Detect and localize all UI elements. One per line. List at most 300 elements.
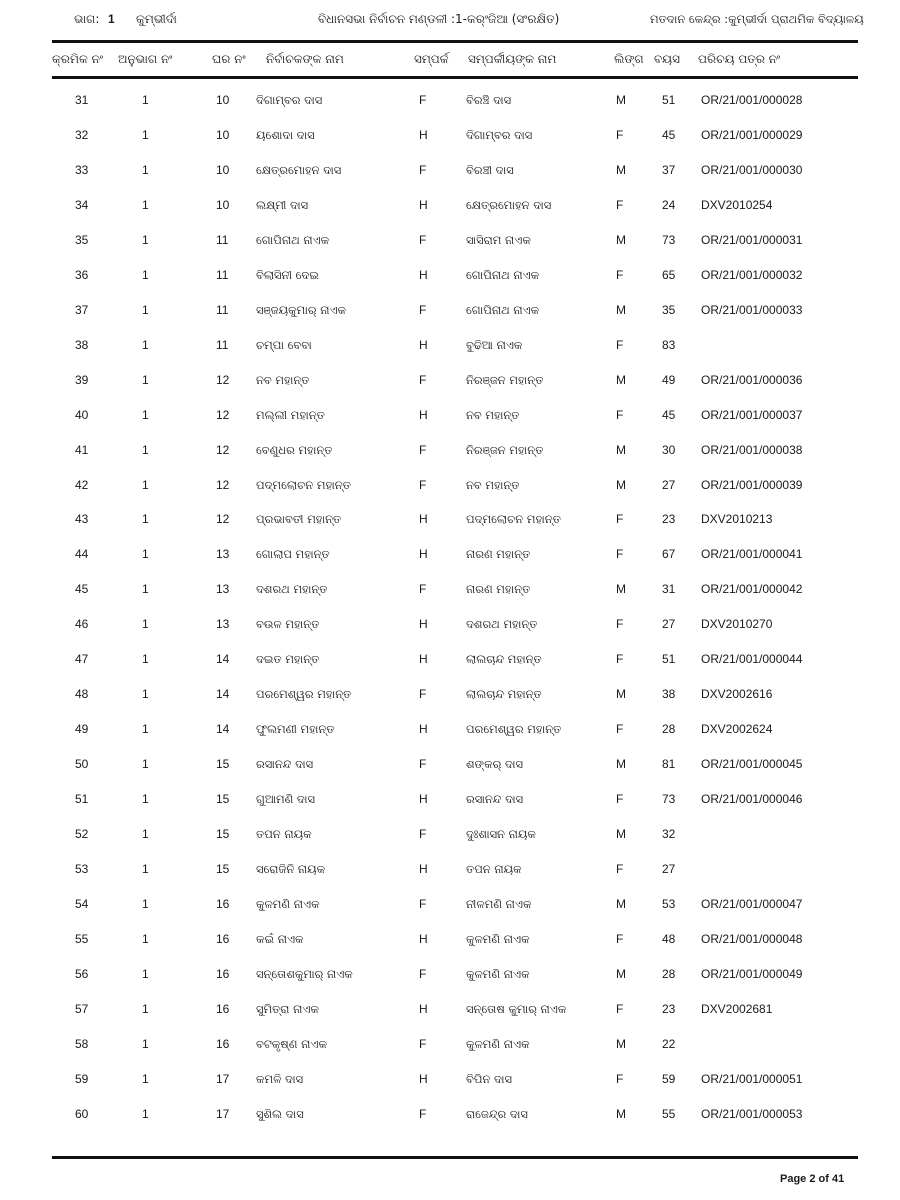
column-header-gender: ଲିଙ୍ଗ: [614, 52, 644, 66]
voter-name-cell: ବେଣୁଧର ମହାନ୍ତ: [256, 442, 333, 457]
relative-name-cell: ନାରଣ ମହାନ୍ତ: [466, 582, 531, 597]
gender-cell: F: [616, 547, 624, 562]
serial-cell: 52: [75, 827, 89, 841]
section-cell: 1: [142, 1001, 149, 1016]
age-cell: 48: [662, 931, 676, 946]
section-cell: 1: [142, 652, 149, 667]
house-cell: 11: [216, 232, 229, 247]
house-cell: 13: [216, 582, 230, 597]
column-header-name: ନିର୍ବାଚକଙ୍କ ନାମ: [266, 52, 344, 66]
relative-name-cell: କ୍ଷେତ୍ରମୋହନ ଦାସ: [466, 197, 552, 212]
house-cell: 11: [216, 337, 229, 352]
gender-cell: M: [616, 1106, 626, 1121]
age-cell: 38: [662, 687, 676, 702]
relative-name-cell: ସନ୍ତୋଷ କୁମାର୍ ନାଏକ: [466, 1001, 567, 1016]
id-card-cell: DXV2010270: [701, 617, 773, 632]
voter-name-cell: ଗୋଲାପ ମହାନ୍ତ: [256, 547, 330, 562]
house-cell: 15: [216, 757, 230, 772]
voter-name-cell: ବିଲାସିନୀ ଦେଇ: [256, 267, 319, 282]
gender-cell: M: [616, 1036, 626, 1051]
voter-name-cell: ୟଶୋଦା ଦାସ: [256, 128, 315, 142]
house-cell: 10: [216, 128, 230, 142]
relative-name-cell: କୁଳମଣି ନାଏକ: [466, 966, 530, 981]
house-cell: 12: [216, 407, 230, 422]
table-row: [0, 1072, 900, 1092]
id-card-cell: OR/21/001/000038: [701, 442, 803, 457]
age-cell: 51: [662, 93, 676, 107]
serial-cell: 34: [75, 197, 89, 212]
voter-name-cell: ସରୋଜିନି ନାୟକ: [256, 861, 326, 876]
table-row: [0, 757, 900, 777]
table-row: [0, 827, 900, 847]
gender-cell: F: [616, 722, 624, 737]
id-card-cell: OR/21/001/000030: [701, 162, 803, 177]
table-row: [0, 582, 900, 602]
age-cell: 37: [662, 162, 676, 177]
serial-cell: 31: [75, 93, 89, 107]
house-cell: 17: [216, 1071, 230, 1086]
voter-name-cell: ଦଶରଥ ମହାନ୍ତ: [256, 582, 328, 597]
age-cell: 53: [662, 896, 676, 911]
table-row: [0, 1107, 900, 1127]
gender-cell: F: [616, 1071, 624, 1086]
voter-name-cell: ବଟକୃଷ୍ଣ ନାଏକ: [256, 1036, 327, 1051]
section-cell: 1: [142, 477, 149, 492]
age-cell: 55: [662, 1106, 676, 1121]
house-cell: 16: [216, 966, 230, 981]
polling-station: ମତଦାନ କେନ୍ଦ୍ର :କୁମ୍ଭୀର୍ଦା ପ୍ରାଥମିକ ବିଦ୍ୟାଳୟ: [650, 12, 864, 26]
age-cell: 32: [662, 827, 676, 841]
gender-cell: M: [616, 162, 626, 177]
voter-name-cell: ତପନ ନାୟକ: [256, 827, 312, 841]
table-row: [0, 338, 900, 358]
serial-cell: 53: [75, 861, 89, 876]
voter-name-cell: ମଲ୍ଲୀ ମହାନ୍ତ: [256, 407, 325, 422]
relation-cell: H: [419, 1071, 428, 1086]
house-cell: 12: [216, 372, 230, 387]
serial-cell: 33: [75, 162, 89, 177]
relative-name-cell: ଦୁଃଶାସନ ନାୟକ: [466, 827, 536, 841]
header-bottom-rule: [52, 76, 858, 79]
table-row: [0, 443, 900, 463]
serial-cell: 42: [75, 477, 89, 492]
relative-name-cell: ନବ ମହାନ୍ତ: [466, 407, 520, 422]
house-cell: 14: [216, 687, 230, 702]
header-top-rule: [52, 40, 858, 43]
serial-cell: 32: [75, 128, 89, 142]
section-cell: 1: [142, 617, 149, 632]
relation-cell: F: [419, 1036, 427, 1051]
id-card-cell: OR/21/001/000053: [701, 1106, 803, 1121]
gender-cell: M: [616, 302, 626, 317]
age-cell: 73: [662, 792, 676, 806]
voter-name-cell: ସନ୍ତୋଶକୁମାର୍ ନାଏକ: [256, 966, 353, 981]
relation-cell: H: [419, 861, 428, 876]
voter-name-cell: ଲକ୍ଷ୍ମୀ ଦାସ: [256, 197, 309, 212]
table-row: [0, 792, 900, 812]
voter-name-cell: କ୍ଷେତ୍ରମୋହନ ଦାସ: [256, 162, 342, 177]
id-card-cell: OR/21/001/000044: [701, 652, 803, 667]
voter-name-cell: ଦଇତ ମହାନ୍ତ: [256, 652, 320, 667]
house-cell: 16: [216, 896, 230, 911]
table-row: [0, 303, 900, 323]
section-cell: 1: [142, 442, 149, 457]
age-cell: 51: [662, 652, 676, 667]
gender-cell: F: [616, 652, 624, 667]
voter-name-cell: ଦିଗାମ୍ବର ଦାସ: [256, 93, 323, 107]
house-cell: 14: [216, 652, 230, 667]
serial-cell: 46: [75, 617, 89, 632]
voter-name-cell: ନବ ମହାନ୍ତ: [256, 372, 310, 387]
section-cell: 1: [142, 861, 149, 876]
house-cell: 10: [216, 197, 230, 212]
gender-cell: M: [616, 896, 626, 911]
voter-name-cell: ସଞ୍ଜୟକୁମାର୍ ନାଏକ: [256, 302, 347, 317]
relative-name-cell: ନୀଳମଣି ନାଏକ: [466, 896, 532, 911]
relative-name-cell: ଲାଲଚାନ୍ଦ ମହାନ୍ତ: [466, 687, 542, 702]
table-row: [0, 198, 900, 218]
id-card-cell: OR/21/001/000037: [701, 407, 803, 422]
table-row: [0, 617, 900, 637]
id-card-cell: OR/21/001/000032: [701, 267, 803, 282]
section-cell: 1: [142, 722, 149, 737]
age-cell: 28: [662, 722, 676, 737]
relative-name-cell: ପଦ୍ମଲୋଚନ ମହାନ୍ତ: [466, 512, 561, 527]
house-cell: 13: [216, 547, 230, 562]
id-card-cell: OR/21/001/000039: [701, 477, 803, 492]
section-cell: 1: [142, 337, 149, 352]
table-row: [0, 93, 900, 113]
age-cell: 83: [662, 337, 676, 352]
relative-name-cell: ତପନ ନାୟକ: [466, 861, 522, 876]
page-indicator: Page 2 of 41: [780, 1173, 845, 1185]
relation-cell: H: [419, 652, 428, 667]
village-name: କୁମ୍ଭୀର୍ଦା: [136, 12, 177, 26]
gender-cell: M: [616, 966, 626, 981]
voter-name-cell: କୁଳମଣି ନାଏକ: [256, 896, 320, 911]
id-card-cell: OR/21/001/000048: [701, 931, 803, 946]
section-cell: 1: [142, 966, 149, 981]
gender-cell: F: [616, 792, 624, 806]
age-cell: 49: [662, 372, 676, 387]
table-row: [0, 1002, 900, 1022]
serial-cell: 58: [75, 1036, 89, 1051]
voter-name-cell: ଗୋପିନାଥ ନାଏକ: [256, 232, 330, 247]
relative-name-cell: ନବ ମହାନ୍ତ: [466, 477, 520, 492]
section-cell: 1: [142, 582, 149, 597]
section-cell: 1: [142, 128, 149, 142]
relation-cell: F: [419, 302, 427, 317]
table-row: [0, 373, 900, 393]
age-cell: 27: [662, 477, 676, 492]
id-card-cell: OR/21/001/000045: [701, 757, 803, 772]
relative-name-cell: ବୁଢିଆ ନାଏକ: [466, 337, 523, 352]
relative-name-cell: ପରମେଶ୍ୱର ମହାନ୍ତ: [466, 722, 562, 737]
section-cell: 1: [142, 896, 149, 911]
gender-cell: M: [616, 232, 626, 247]
serial-cell: 45: [75, 582, 89, 597]
voter-name-cell: କଇଁ ନାଏକ: [256, 931, 304, 946]
relation-cell: F: [419, 93, 427, 107]
id-card-cell: DXV2002681: [701, 1001, 773, 1016]
table-row: [0, 408, 900, 428]
age-cell: 35: [662, 302, 676, 317]
relation-cell: H: [419, 931, 428, 946]
section-cell: 1: [142, 93, 149, 107]
section-cell: 1: [142, 931, 149, 946]
relative-name-cell: ନିରଞ୍ଜନ ମହାନ୍ତ: [466, 442, 544, 457]
column-header-section: ଅନୁଭାଗ ନଂ: [118, 52, 173, 66]
serial-cell: 60: [75, 1106, 89, 1121]
age-cell: 27: [662, 861, 676, 876]
relation-cell: F: [419, 896, 427, 911]
id-card-cell: OR/21/001/000046: [701, 792, 803, 806]
relation-cell: F: [419, 966, 427, 981]
age-cell: 23: [662, 1001, 676, 1016]
serial-cell: 48: [75, 687, 89, 702]
id-card-cell: DXV2010254: [701, 197, 773, 212]
serial-cell: 44: [75, 547, 89, 562]
gender-cell: M: [616, 372, 626, 387]
id-card-cell: DXV2010213: [701, 512, 773, 527]
relation-cell: F: [419, 162, 427, 177]
serial-cell: 50: [75, 757, 89, 772]
house-cell: 15: [216, 827, 230, 841]
relation-cell: H: [419, 1001, 428, 1016]
house-cell: 10: [216, 162, 230, 177]
voter-name-cell: ସୁମିତ୍ରା ନାଏକ: [256, 1001, 319, 1016]
table-row: [0, 932, 900, 952]
gender-cell: M: [616, 757, 626, 772]
table-row: [0, 268, 900, 288]
house-cell: 17: [216, 1106, 230, 1121]
serial-cell: 56: [75, 966, 89, 981]
table-row: [0, 512, 900, 532]
relation-cell: H: [419, 128, 428, 142]
voter-name-cell: ଫୁଲମଣୀ ମହାନ୍ତ: [256, 722, 335, 737]
voter-name-cell: ଚମ୍ପା ବେବା: [256, 337, 312, 352]
column-header-id-card: ପରିଚୟ ପତ୍ର ନଂ: [698, 52, 781, 66]
relative-name-cell: ଗୋପିନାଥ ନାଏକ: [466, 267, 540, 282]
voter-name-cell: ପରମେଶ୍ୱର ମହାନ୍ତ: [256, 687, 352, 702]
serial-cell: 59: [75, 1071, 89, 1086]
table-row: [0, 652, 900, 672]
part-number: 1: [108, 12, 115, 26]
gender-cell: F: [616, 931, 624, 946]
section-cell: 1: [142, 792, 149, 806]
gender-cell: F: [616, 407, 624, 422]
section-cell: 1: [142, 827, 149, 841]
relative-name-cell: ଦିଗାମ୍ବର ଦାସ: [466, 128, 533, 142]
relative-name-cell: ଶଙ୍କର୍ ଦାସ: [466, 757, 523, 772]
voter-name-cell: ରସାନନ୍ଦ ଦାସ: [256, 757, 314, 772]
serial-cell: 57: [75, 1001, 89, 1016]
section-cell: 1: [142, 162, 149, 177]
serial-cell: 40: [75, 407, 89, 422]
serial-cell: 35: [75, 232, 89, 247]
house-cell: 13: [216, 617, 230, 632]
section-cell: 1: [142, 302, 149, 317]
serial-cell: 38: [75, 337, 89, 352]
serial-cell: 51: [75, 792, 89, 806]
age-cell: 59: [662, 1071, 676, 1086]
house-cell: 12: [216, 477, 230, 492]
relation-cell: F: [419, 232, 427, 247]
age-cell: 73: [662, 232, 676, 247]
section-cell: 1: [142, 757, 149, 772]
house-cell: 16: [216, 1036, 230, 1051]
relation-cell: F: [419, 372, 427, 387]
house-cell: 12: [216, 442, 230, 457]
id-card-cell: OR/21/001/000047: [701, 896, 803, 911]
id-card-cell: OR/21/001/000036: [701, 372, 803, 387]
relative-name-cell: ଗୋପିନାଥ ନାଏକ: [466, 302, 540, 317]
gender-cell: M: [616, 582, 626, 597]
id-card-cell: OR/21/001/000033: [701, 302, 803, 317]
relation-cell: H: [419, 512, 428, 527]
table-row: [0, 233, 900, 253]
column-header-house: ଘର ନଂ: [212, 52, 246, 66]
table-row: [0, 687, 900, 707]
serial-cell: 36: [75, 267, 89, 282]
serial-cell: 49: [75, 722, 89, 737]
age-cell: 31: [662, 582, 676, 597]
relation-cell: F: [419, 757, 427, 772]
age-cell: 45: [662, 128, 676, 142]
house-cell: 14: [216, 722, 230, 737]
relation-cell: F: [419, 1106, 427, 1121]
relative-name-cell: କୁଳମଣି ନାଏକ: [466, 931, 530, 946]
id-card-cell: OR/21/001/000041: [701, 547, 803, 562]
house-cell: 15: [216, 792, 230, 806]
column-header-serial: କ୍ରମିକ ନଂ: [52, 52, 103, 66]
column-header-relation: ସମ୍ପର୍କ: [414, 52, 449, 66]
serial-cell: 37: [75, 302, 89, 317]
voter-name-cell: ଗୁଆମଣି ଦାସ: [256, 792, 315, 806]
id-card-cell: OR/21/001/000031: [701, 232, 803, 247]
section-cell: 1: [142, 197, 149, 212]
table-row: [0, 722, 900, 742]
id-card-cell: OR/21/001/000029: [701, 128, 803, 142]
gender-cell: F: [616, 128, 624, 142]
id-card-cell: OR/21/001/000051: [701, 1071, 803, 1086]
relation-cell: H: [419, 267, 428, 282]
age-cell: 23: [662, 512, 676, 527]
voter-name-cell: କମଳି ଦାସ: [256, 1071, 304, 1086]
gender-cell: M: [616, 442, 626, 457]
column-header-age: ବୟସ: [654, 52, 680, 66]
relation-cell: F: [419, 582, 427, 597]
constituency-title: ବିଧାନସଭା ନିର୍ବାଚନ ମଣ୍ଡଳୀ :1-କର୍ଂଜିଆ (ସଂରକ୍ଷିତ): [318, 12, 560, 26]
voter-name-cell: ସୁଶିଲ ଦାସ: [256, 1106, 304, 1121]
house-cell: 16: [216, 931, 230, 946]
relative-name-cell: ବିପିନ ଦାସ: [466, 1071, 513, 1086]
gender-cell: F: [616, 1001, 624, 1016]
table-row: [0, 862, 900, 882]
section-cell: 1: [142, 1036, 149, 1051]
section-cell: 1: [142, 1106, 149, 1121]
part-label: ଭାଗ:: [74, 12, 100, 26]
relative-name-cell: ନାରଣ ମହାନ୍ତ: [466, 547, 531, 562]
gender-cell: M: [616, 477, 626, 492]
voter-name-cell: ପଦ୍ମଲୋଚନ ମହାନ୍ତ: [256, 477, 351, 492]
relation-cell: H: [419, 547, 428, 562]
age-cell: 65: [662, 267, 676, 282]
serial-cell: 41: [75, 442, 89, 457]
table-row: [0, 128, 900, 148]
relation-cell: H: [419, 792, 428, 806]
section-cell: 1: [142, 372, 149, 387]
age-cell: 24: [662, 197, 676, 212]
house-cell: 15: [216, 861, 230, 876]
table-row: [0, 897, 900, 917]
id-card-cell: DXV2002616: [701, 687, 773, 702]
house-cell: 12: [216, 512, 230, 527]
gender-cell: M: [616, 687, 626, 702]
gender-cell: F: [616, 512, 624, 527]
age-cell: 67: [662, 547, 676, 562]
voter-name-cell: ବଉଳ ମହାନ୍ତ: [256, 617, 320, 632]
relation-cell: F: [419, 477, 427, 492]
relative-name-cell: ଦଶରଥ ମହାନ୍ତ: [466, 617, 538, 632]
relation-cell: H: [419, 722, 428, 737]
relation-cell: F: [419, 687, 427, 702]
section-cell: 1: [142, 407, 149, 422]
table-row: [0, 547, 900, 567]
relative-name-cell: ରାଜେନ୍ଦ୍ର ଦାସ: [466, 1106, 528, 1121]
house-cell: 10: [216, 93, 230, 107]
id-card-cell: OR/21/001/000042: [701, 582, 803, 597]
gender-cell: F: [616, 197, 624, 212]
section-cell: 1: [142, 1071, 149, 1086]
section-cell: 1: [142, 232, 149, 247]
footer-rule: [52, 1156, 858, 1159]
table-row: [0, 478, 900, 498]
relative-name-cell: ନିରଞ୍ଜନ ମହାନ୍ତ: [466, 372, 544, 387]
relative-name-cell: ବିରଞ୍ଚୀ ଦାସ: [466, 162, 514, 177]
serial-cell: 47: [75, 652, 89, 667]
id-card-cell: DXV2002624: [701, 722, 773, 737]
table-row: [0, 163, 900, 183]
gender-cell: F: [616, 861, 624, 876]
age-cell: 22: [662, 1036, 676, 1051]
relative-name-cell: ରସାନନ୍ଦ ଦାସ: [466, 792, 524, 806]
relative-name-cell: କୁଳମଣି ନାଏକ: [466, 1036, 530, 1051]
house-cell: 16: [216, 1001, 230, 1016]
id-card-cell: OR/21/001/000028: [701, 93, 803, 107]
table-row: [0, 967, 900, 987]
section-cell: 1: [142, 547, 149, 562]
age-cell: 30: [662, 442, 676, 457]
column-header-relative-name: ସମ୍ପର୍କୀୟଙ୍କ ନାମ: [468, 52, 557, 66]
relation-cell: F: [419, 442, 427, 457]
voter-name-cell: ପ୍ରଭାବତୀ ମହାନ୍ତ: [256, 512, 342, 527]
relation-cell: F: [419, 827, 427, 841]
relation-cell: H: [419, 407, 428, 422]
serial-cell: 55: [75, 931, 89, 946]
relation-cell: H: [419, 337, 428, 352]
gender-cell: M: [616, 827, 626, 841]
age-cell: 45: [662, 407, 676, 422]
house-cell: 11: [216, 302, 229, 317]
section-cell: 1: [142, 687, 149, 702]
relation-cell: H: [419, 617, 428, 632]
age-cell: 28: [662, 966, 676, 981]
relative-name-cell: ଲାଲଚାନ୍ଦ ମହାନ୍ତ: [466, 652, 542, 667]
age-cell: 27: [662, 617, 676, 632]
gender-cell: F: [616, 337, 624, 352]
serial-cell: 54: [75, 896, 89, 911]
